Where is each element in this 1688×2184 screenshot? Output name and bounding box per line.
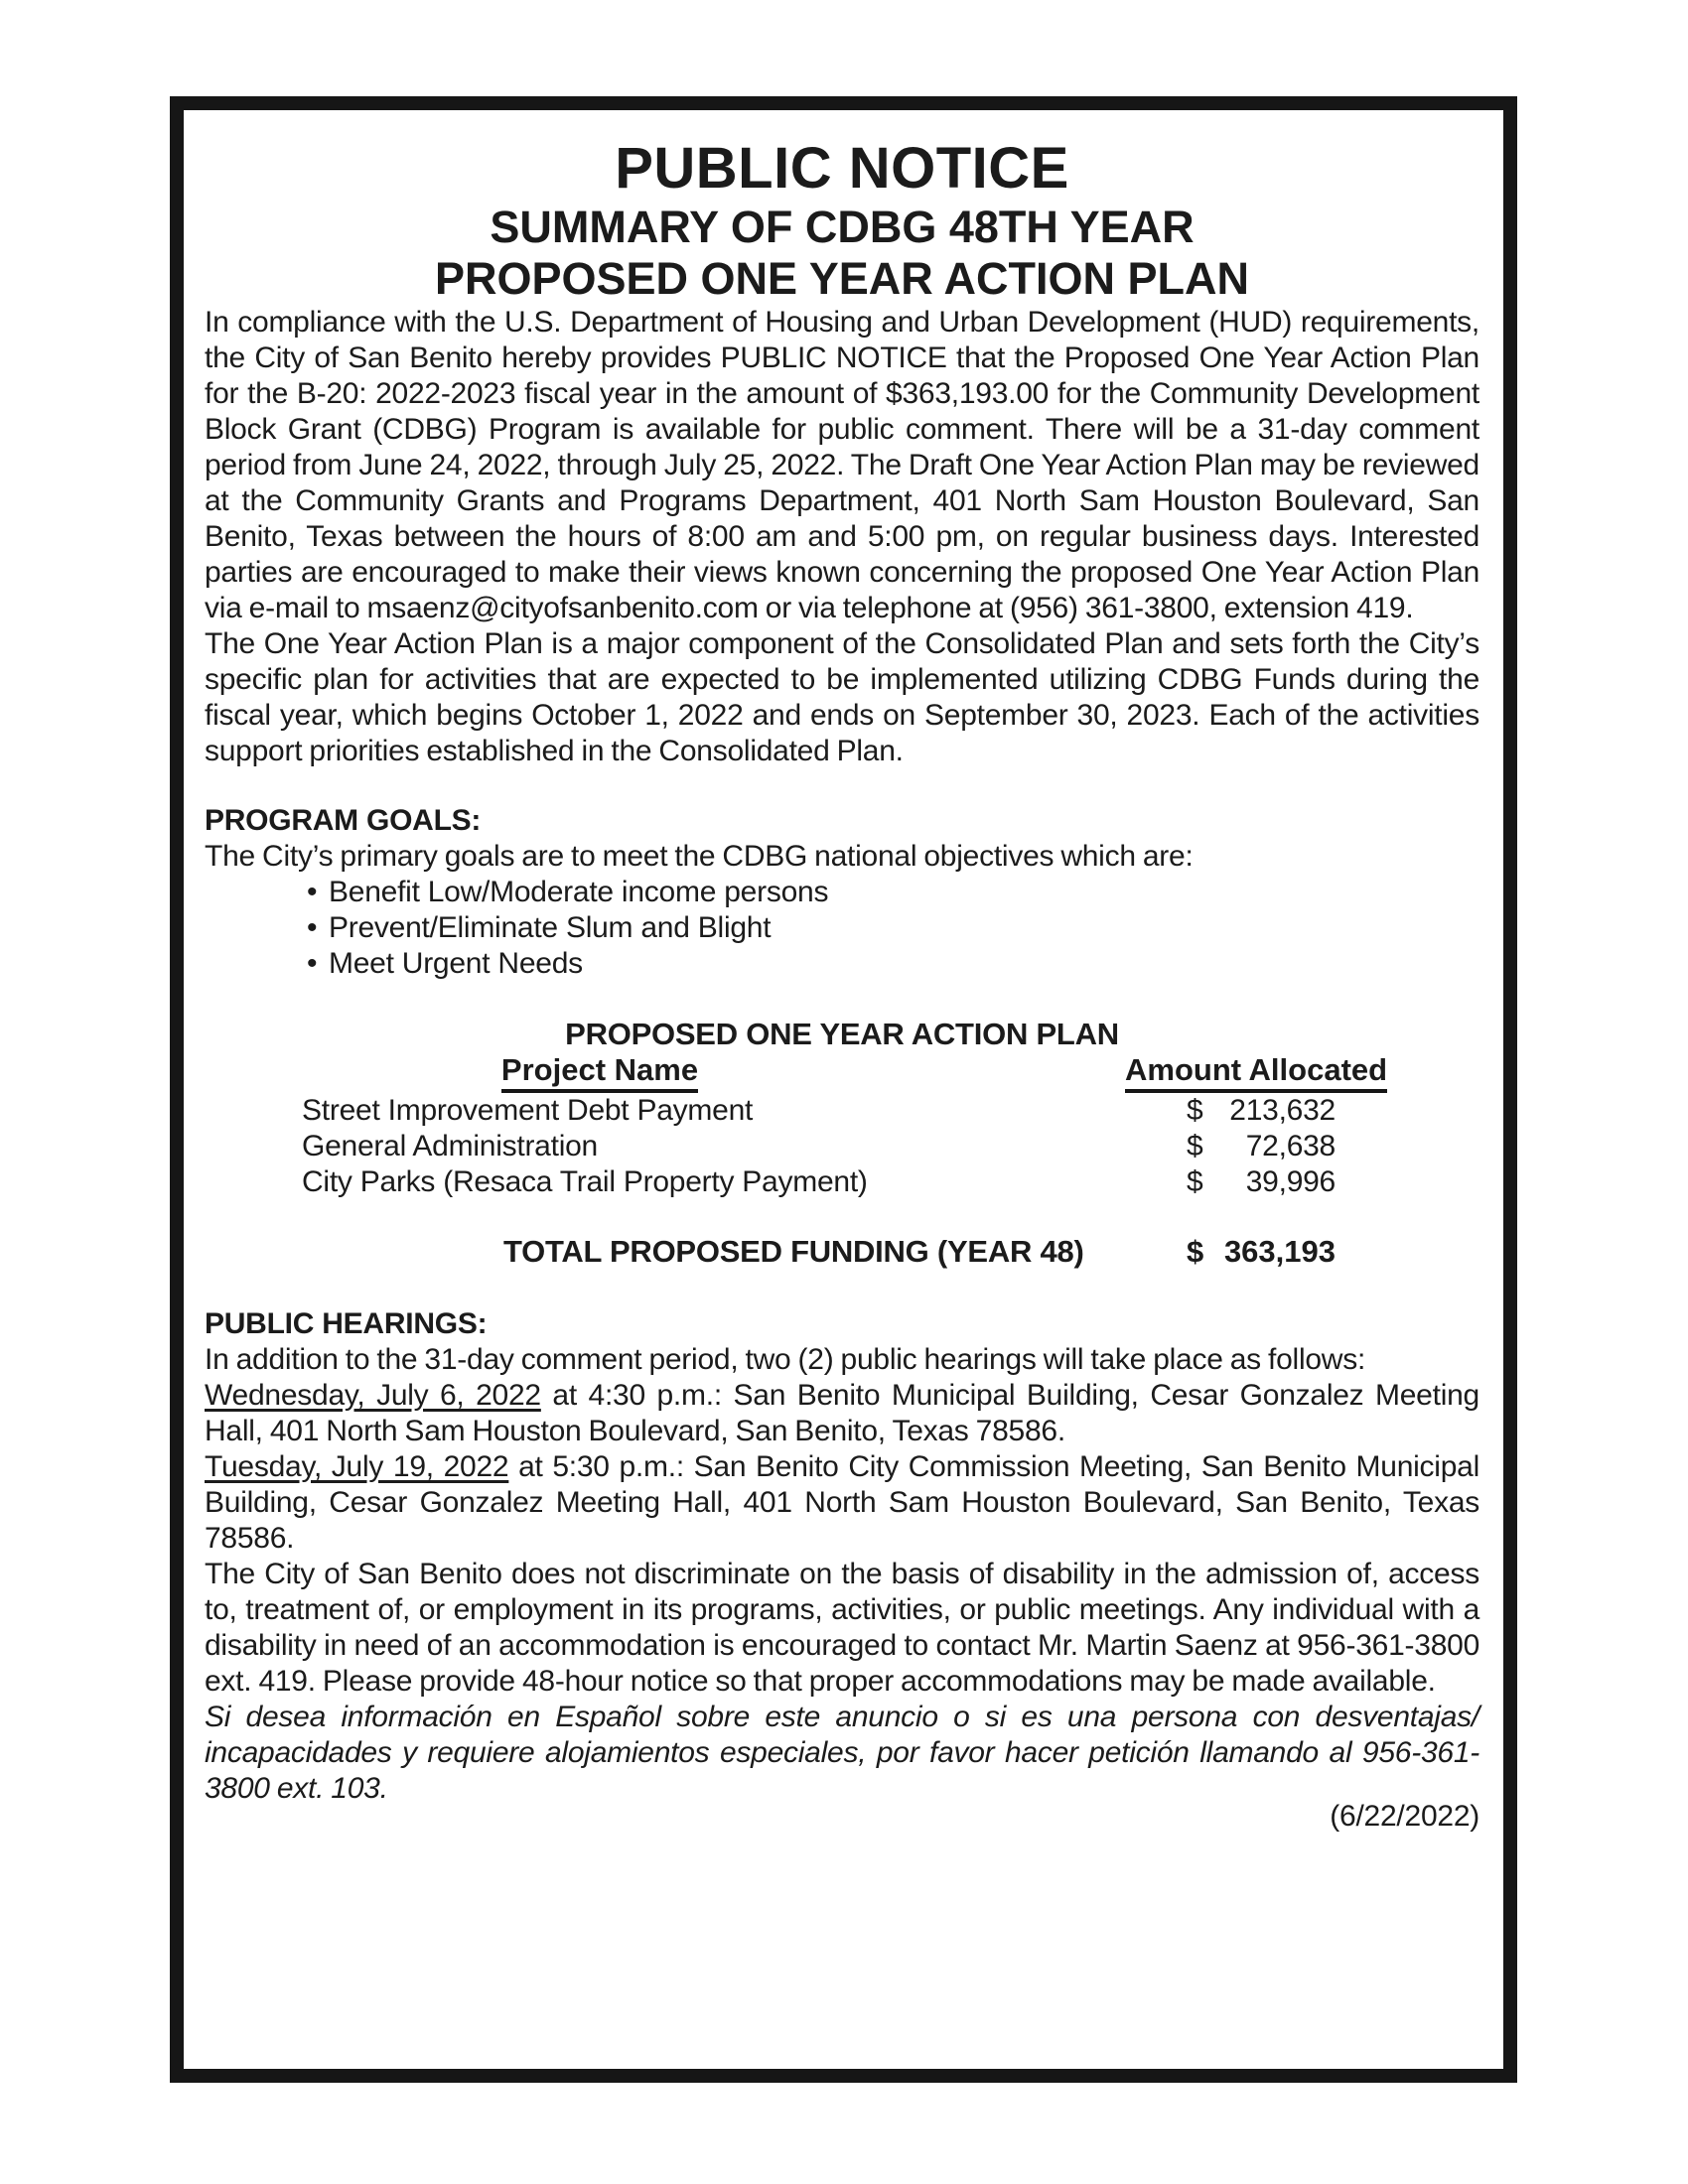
hearing-2 xyxy=(205,1449,1479,1557)
compliance-paragraph: In compliance with the U.S. Department of Housing and Urban Development (HUD) requirements, the City of San Benito hereby provides PUBLIC NOTICE that the Proposed One Year Action Plan for the B-20: 2022-2023 fiscal year in the amount of $363,193.00 for the Community Development Block Grant (CDBG) Program is available for public comment. There will be a 31-day comment period from June 24, 2022, through July 25, 2022. The Draft One Year Action Plan may be reviewed at the Community Grants and Programs Department, 401 North Sam Houston Boulevard, San Benito, Texas between the hours of 8:00 am and 5:00 pm, on regular business days. Interested parties are encouraged to make their views known concerning the proposed One Year Action Plan via e-mail to msaenz@cityofsanbenito.com or via telephone at (956) 361-3800, extension 419. xyxy=(205,306,1479,624)
goal-item xyxy=(307,910,1479,946)
amount-value: 72,638 xyxy=(1245,1130,1336,1162)
ada-nondiscrimination-paragraph: The City of San Benito does not discriminate on the basis of disability in the admission of, access to, treatment of, or employment in its programs, activities, or public meetings. Any individual with a disability in need of an accommodation is encouraged to contact Mr. Martin Saenz at 956-361-3800 ext. 419. Please provide 48-hour notice so that proper accommodations may be made available. xyxy=(205,1558,1479,1698)
hearing-1-date: Wednesday, July 6, 2022 xyxy=(205,1379,541,1412)
plan-table-title: PROPOSED ONE YEAR ACTION PLAN xyxy=(565,1017,1119,1051)
program-goals-heading: PROGRAM GOALS: xyxy=(205,804,482,837)
total-amount-value: 363,193 xyxy=(1223,1234,1336,1269)
currency-symbol: $ xyxy=(1187,1130,1203,1162)
column-header-project-name: Project Name xyxy=(302,1052,898,1093)
table-row xyxy=(205,1164,1479,1200)
currency-symbol: $ xyxy=(1187,1094,1203,1127)
amount-value: 213,632 xyxy=(1229,1094,1336,1127)
table-row xyxy=(205,1093,1479,1129)
notice-title: PUBLIC NOTICE xyxy=(615,136,1069,201)
project-name-cell: City Parks (Resaca Trail Property Payment) xyxy=(302,1165,868,1198)
plan-table-header-row xyxy=(205,1052,1479,1093)
goal-item-label: Prevent/Eliminate Slum and Blight xyxy=(329,911,772,944)
project-name-cell: Street Improvement Debt Payment xyxy=(302,1094,754,1127)
amount-cell xyxy=(1125,1129,1383,1164)
spanish-notice-paragraph: Si desea información en Español sobre este anuncio o si es una persona con desventajas/ incapacidades y requiere alojamientos especiales, por favor hacer petición llamando al 956-361-3800 ext. 103. xyxy=(205,1701,1479,1805)
notice-subtitle-line-2: PROPOSED ONE YEAR ACTION PLAN xyxy=(434,253,1250,304)
total-funding-label: TOTAL PROPOSED FUNDING (YEAR 48) xyxy=(503,1234,1084,1269)
hearing-2-details: at 5:30 p.m.: San Benito City Commission Meeting, San Benito Municipal Building, Cesar Gonzalez Meeting Hall, 401 North Sam Houston Boulevard, San Benito, Texas 78586. xyxy=(205,1450,1480,1555)
hearing-1-details: at 4:30 p.m.: San Benito Municipal Building, Cesar Gonzalez Meeting Hall, 401 North Sam Houston Boulevard, San Benito, Texas 78586. xyxy=(205,1379,1479,1447)
bullet-icon: • xyxy=(307,911,318,944)
hearing-1 xyxy=(205,1378,1479,1449)
public-hearings-intro: In addition to the 31-day comment period, two (2) public hearings will take place as follows: xyxy=(205,1343,1366,1376)
bullet-icon: • xyxy=(307,947,318,980)
publication-date: (6/22/2022) xyxy=(1330,1800,1479,1833)
bullet-icon: • xyxy=(307,876,318,908)
goal-item xyxy=(307,875,1479,910)
amount-cell xyxy=(1125,1093,1383,1129)
notice-border-box xyxy=(170,96,1517,2083)
amount-cell xyxy=(1125,1164,1383,1200)
program-goals-list xyxy=(205,875,1479,982)
amount-value: 39,996 xyxy=(1245,1165,1336,1198)
total-amount-cell xyxy=(1125,1234,1383,1270)
goal-item-label: Meet Urgent Needs xyxy=(329,947,583,980)
column-header-amount-allocated: Amount Allocated xyxy=(1125,1052,1383,1093)
notice-subtitle xyxy=(205,202,1479,305)
currency-symbol: $ xyxy=(1187,1165,1203,1198)
program-goals-intro: The City’s primary goals are to meet the CDBG national objectives which are: xyxy=(205,840,1194,873)
total-funding-row xyxy=(205,1234,1479,1270)
public-hearings-heading: PUBLIC HEARINGS: xyxy=(205,1307,488,1340)
table-row xyxy=(205,1129,1479,1164)
action-plan-paragraph: The One Year Action Plan is a major component of the Consolidated Plan and sets forth the City’s specific plan for activities that are expected to be implemented utilizing CDBG Funds during the fiscal year, which begins October 1, 2022 and ends on September 30, 2023. Each of the activities support priorities established in the Consolidated Plan. xyxy=(205,627,1479,767)
hearing-2-date: Tuesday, July 19, 2022 xyxy=(205,1450,509,1483)
notice-subtitle-line-1: SUMMARY OF CDBG 48TH YEAR xyxy=(490,202,1195,252)
goal-item-label: Benefit Low/Moderate income persons xyxy=(329,876,829,908)
goal-item xyxy=(307,946,1479,982)
project-name-cell: General Administration xyxy=(302,1130,598,1162)
currency-symbol: $ xyxy=(1187,1234,1204,1269)
